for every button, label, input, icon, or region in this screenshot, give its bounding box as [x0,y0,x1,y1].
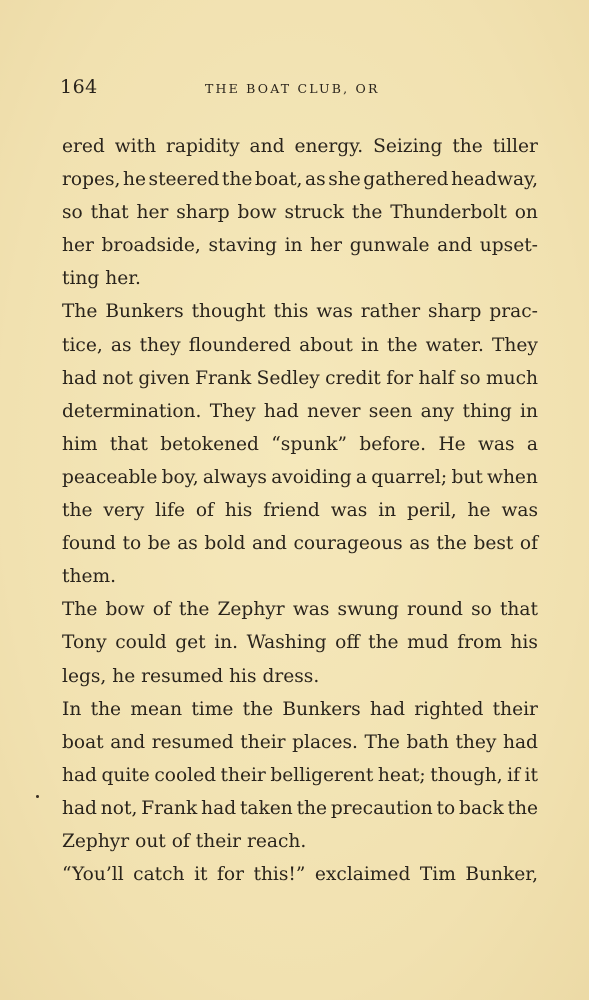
text-line: found to be as bold and courageous as the best of [62,533,538,555]
text-line: Zephyr out of their reach. [62,830,307,852]
running-head: THE BOAT CLUB, OR [205,81,380,96]
page-header [60,76,540,100]
text-line: ered with rapidity and energy. Seizing the tiller [62,136,538,157]
text-line: her broadside, staving in her gunwale and upset- [62,235,538,257]
paper-speck [36,795,39,798]
text-line: The Bunkers thought this was rather sharp prac- [62,301,538,323]
text-line: legs, he resumed his dress. [62,665,320,687]
text-line: determination. They had never seen any thing in [62,400,538,422]
text-line: them. [62,566,116,588]
text-line: tice, as they floundered about in the water. They [62,334,538,356]
text-line: had quite cooled their belligerent heat; though, if it [62,764,538,786]
text-line: Tony could get in. Washing off the mud from his [62,632,538,654]
text-line: ropes, he steered the boat, as she gathered headway, [62,169,538,191]
text-line: peaceable boy, always avoiding a quarrel; but when [62,466,538,488]
text-line: so that her sharp bow struck the Thunderbolt on [62,202,538,224]
text-line: The bow of the Zephyr was swung round so that [62,599,538,621]
text-line: In the mean time the Bunkers had righted their [62,698,538,720]
text-line: the very life of his friend was in peril, he was [62,500,538,522]
text-line: had not given Frank Sedley credit for half so much [62,367,538,389]
text-line: “You’ll catch it for this!” exclaimed Tim Bunker, [62,864,538,886]
page-number: 164 [60,76,98,98]
text-line: boat and resumed their places. The bath they had [62,731,538,753]
text-line: him that betokened “spunk” before. He was a [62,433,538,455]
text-line: had not, Frank had taken the precaution to back the [62,797,538,819]
body-text [62,130,538,891]
text-line: ting her. [62,268,141,290]
